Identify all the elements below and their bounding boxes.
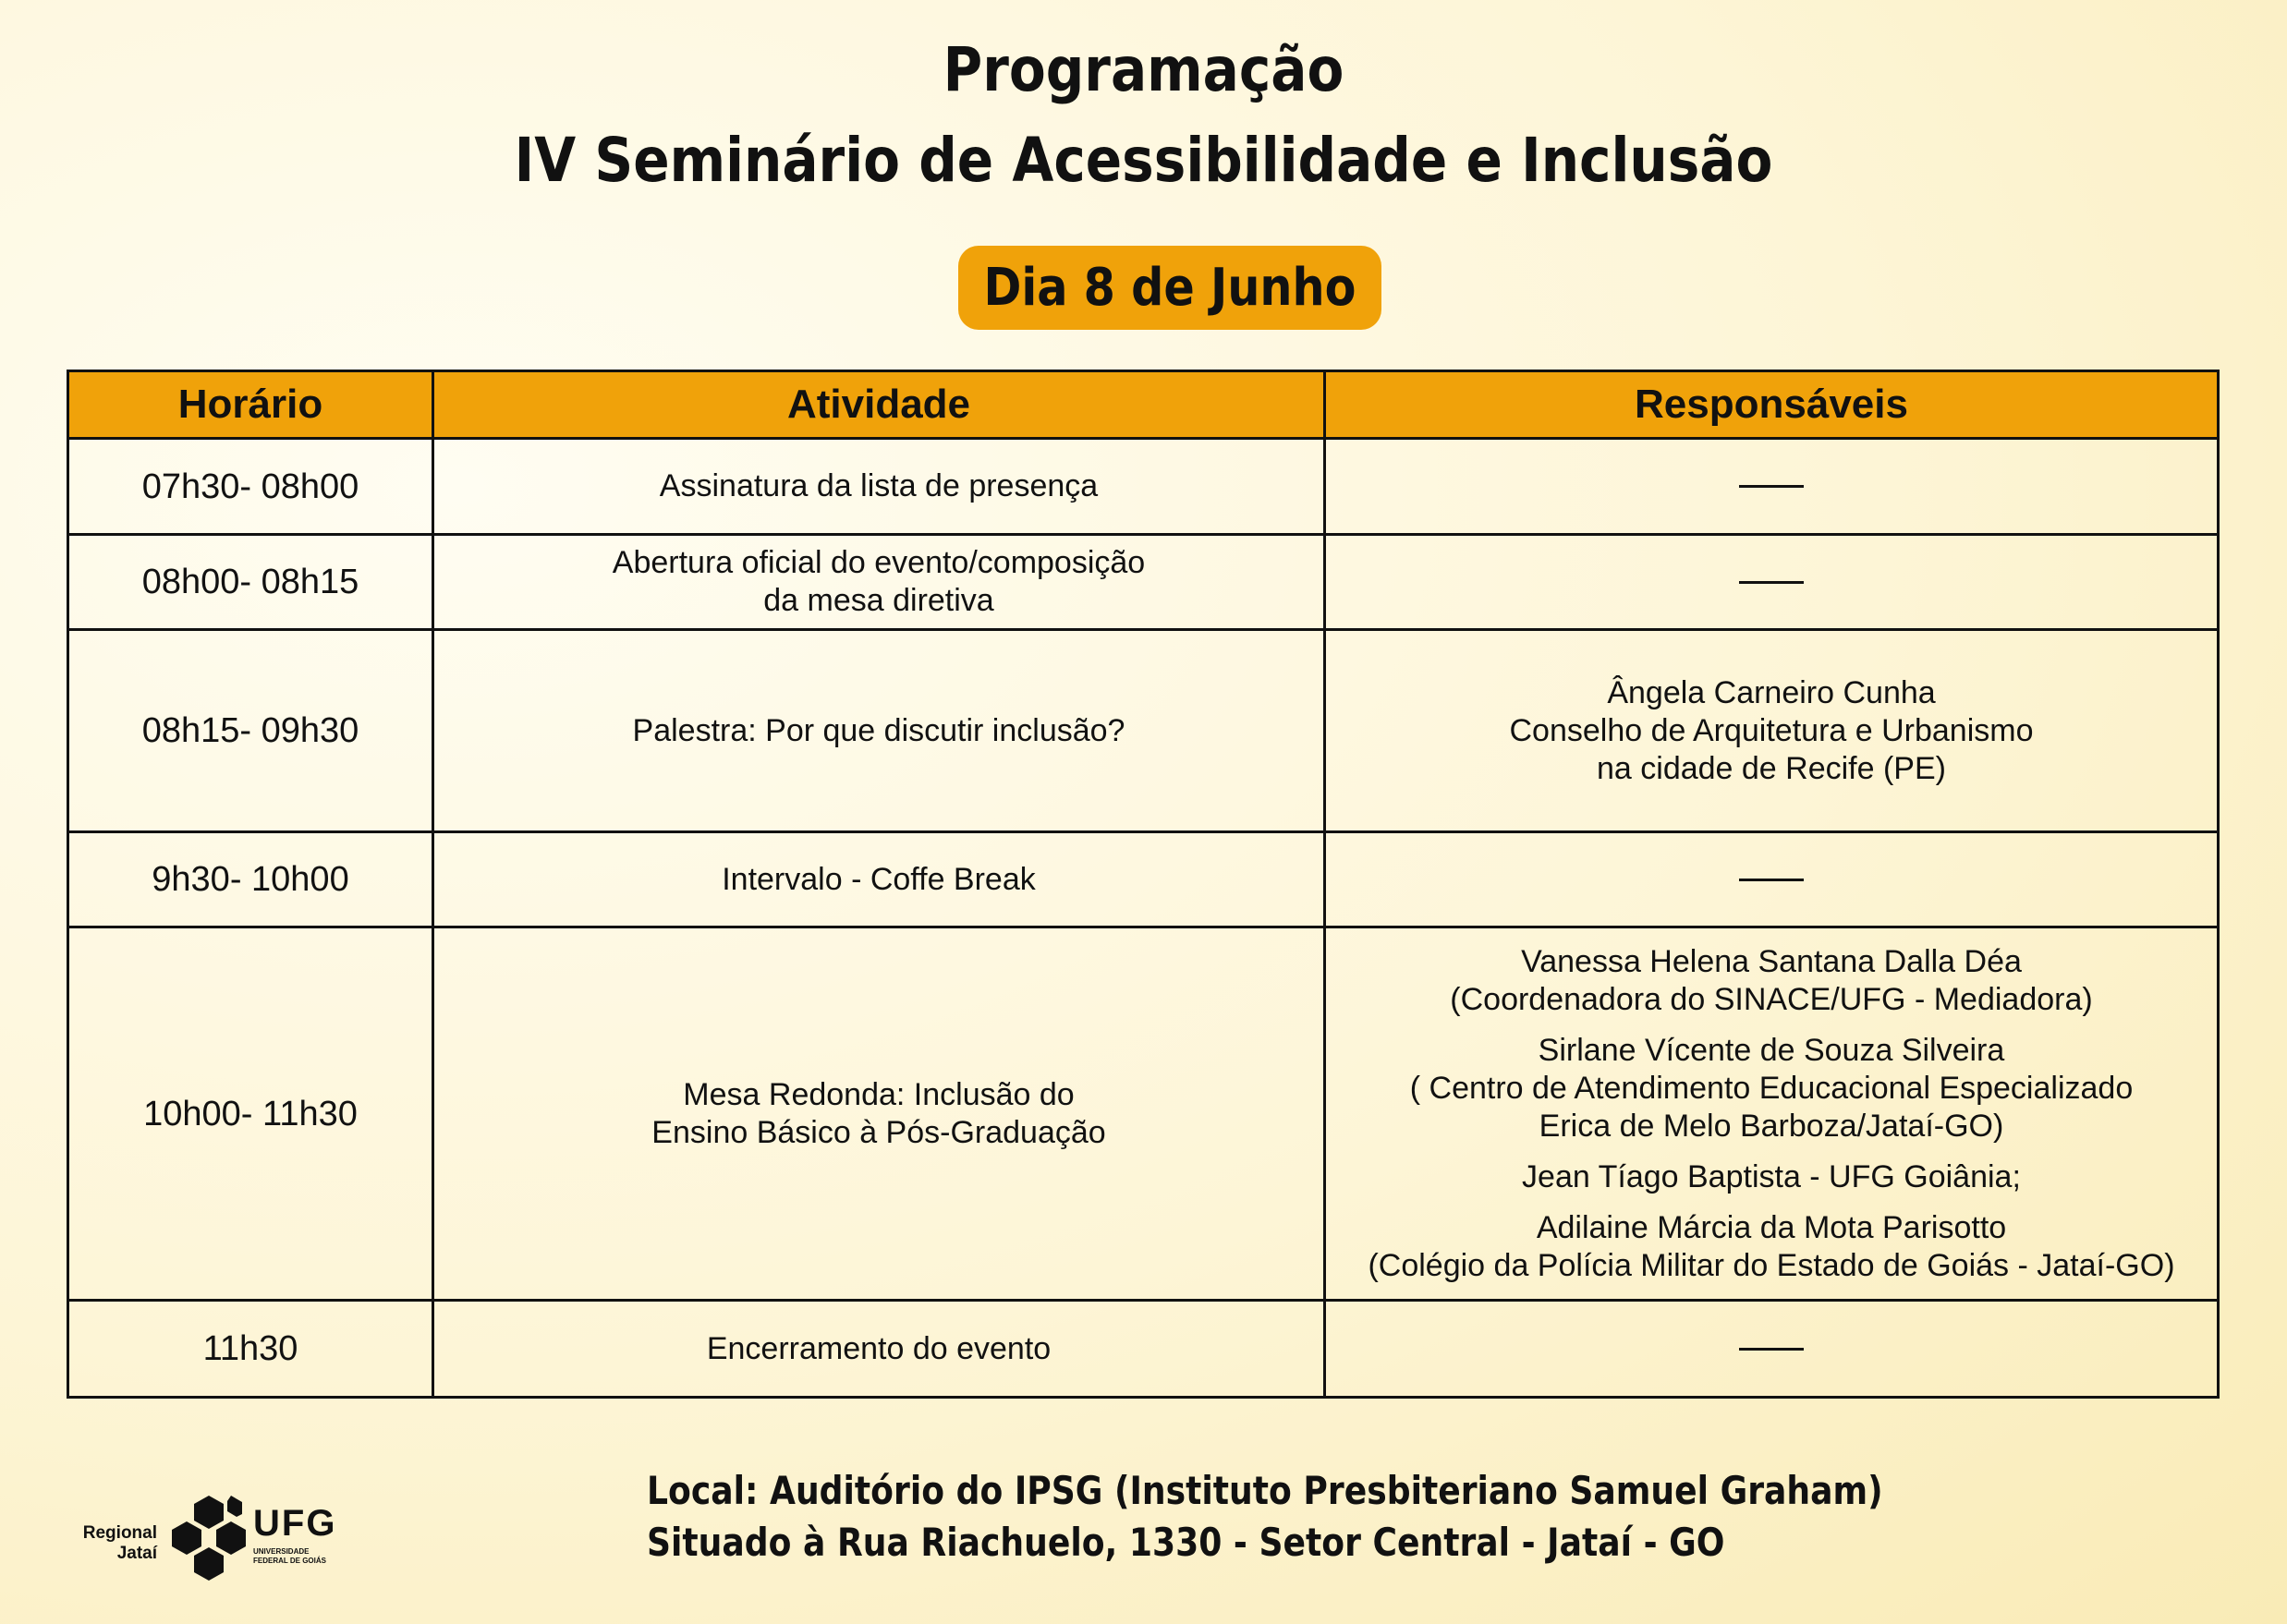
page-subtitle: IV Seminário de Acessibilidade e Inclusão	[514, 125, 1773, 196]
activity-cell: Palestra: Por que discutir inclusão?	[432, 628, 1326, 833]
responsible-cell: Ângela Carneiro Cunha Conselho de Arquitetura e Urbanismo na cidade de Recife (PE)	[1323, 628, 2220, 833]
time-cell: 08h15- 09h30	[67, 628, 434, 833]
logo-ufg-subtitle: UNIVERSIDADE FEDERAL DE GOIÁS	[253, 1547, 326, 1565]
hexagon-logo-icon	[166, 1494, 251, 1582]
time-cell: 11h30	[67, 1299, 434, 1399]
activity-cell: Abertura oficial do evento/composição da mesa diretiva	[432, 533, 1326, 631]
column-header-activity: Atividade	[432, 370, 1326, 440]
activity-cell: Intervalo - Coffe Break	[432, 830, 1326, 928]
responsible-cell	[1323, 533, 2220, 631]
empty-dash	[1739, 581, 1804, 584]
responsible-cell	[1323, 926, 2220, 1302]
panel-member: Sirlane Vícente de Souza Silveira ( Centro de Atendimento Educacional Especializado Erica de Melo Barboza/Jataí-GO)	[1409, 1032, 2134, 1144]
empty-dash	[1739, 1348, 1804, 1351]
responsible-cell	[1323, 1299, 2220, 1399]
empty-dash	[1739, 879, 1804, 881]
location-line: Local: Auditório do IPSG (Instituto Presbiteriano Samuel Graham)	[647, 1468, 1883, 1513]
activity-cell: Encerramento do evento	[432, 1299, 1326, 1399]
location-footer	[647, 1465, 1883, 1569]
responsible-cell	[1323, 437, 2220, 536]
activity-cell: Assinatura da lista de presença	[432, 437, 1326, 536]
address-line: Situado à Rua Riachuelo, 1330 - Setor Central - Jataí - GO	[647, 1520, 1725, 1565]
panel-members	[1368, 943, 2174, 1285]
column-header-time: Horário	[67, 370, 434, 440]
day-badge: Dia 8 de Junho	[958, 246, 1381, 330]
ufg-logo	[61, 1492, 338, 1584]
time-cell: 9h30- 10h00	[67, 830, 434, 928]
time-cell: 08h00- 08h15	[67, 533, 434, 631]
logo-regional: Regional Jataí	[82, 1523, 157, 1563]
column-header-responsible: Responsáveis	[1323, 370, 2220, 440]
page-title: Programação	[943, 34, 1344, 105]
logo-ufg-text: UFG	[253, 1503, 337, 1544]
schedule-table	[67, 370, 2220, 1399]
time-cell: 10h00- 11h30	[67, 926, 434, 1302]
responsible-cell	[1323, 830, 2220, 928]
empty-dash	[1739, 485, 1804, 488]
time-cell: 07h30- 08h00	[67, 437, 434, 536]
panel-member: Jean Tíago Baptista - UFG Goiânia;	[1522, 1158, 2021, 1194]
panel-member: Vanessa Helena Santana Dalla Déa (Coordenadora do SINACE/UFG - Mediadora)	[1450, 943, 2093, 1017]
panel-member: Adilaine Márcia da Mota Parisotto (Colégio da Polícia Militar do Estado de Goiás - Jataí-GO)	[1368, 1209, 2175, 1283]
activity-cell: Mesa Redonda: Inclusão do Ensino Básico à Pós-Graduação	[432, 926, 1326, 1302]
